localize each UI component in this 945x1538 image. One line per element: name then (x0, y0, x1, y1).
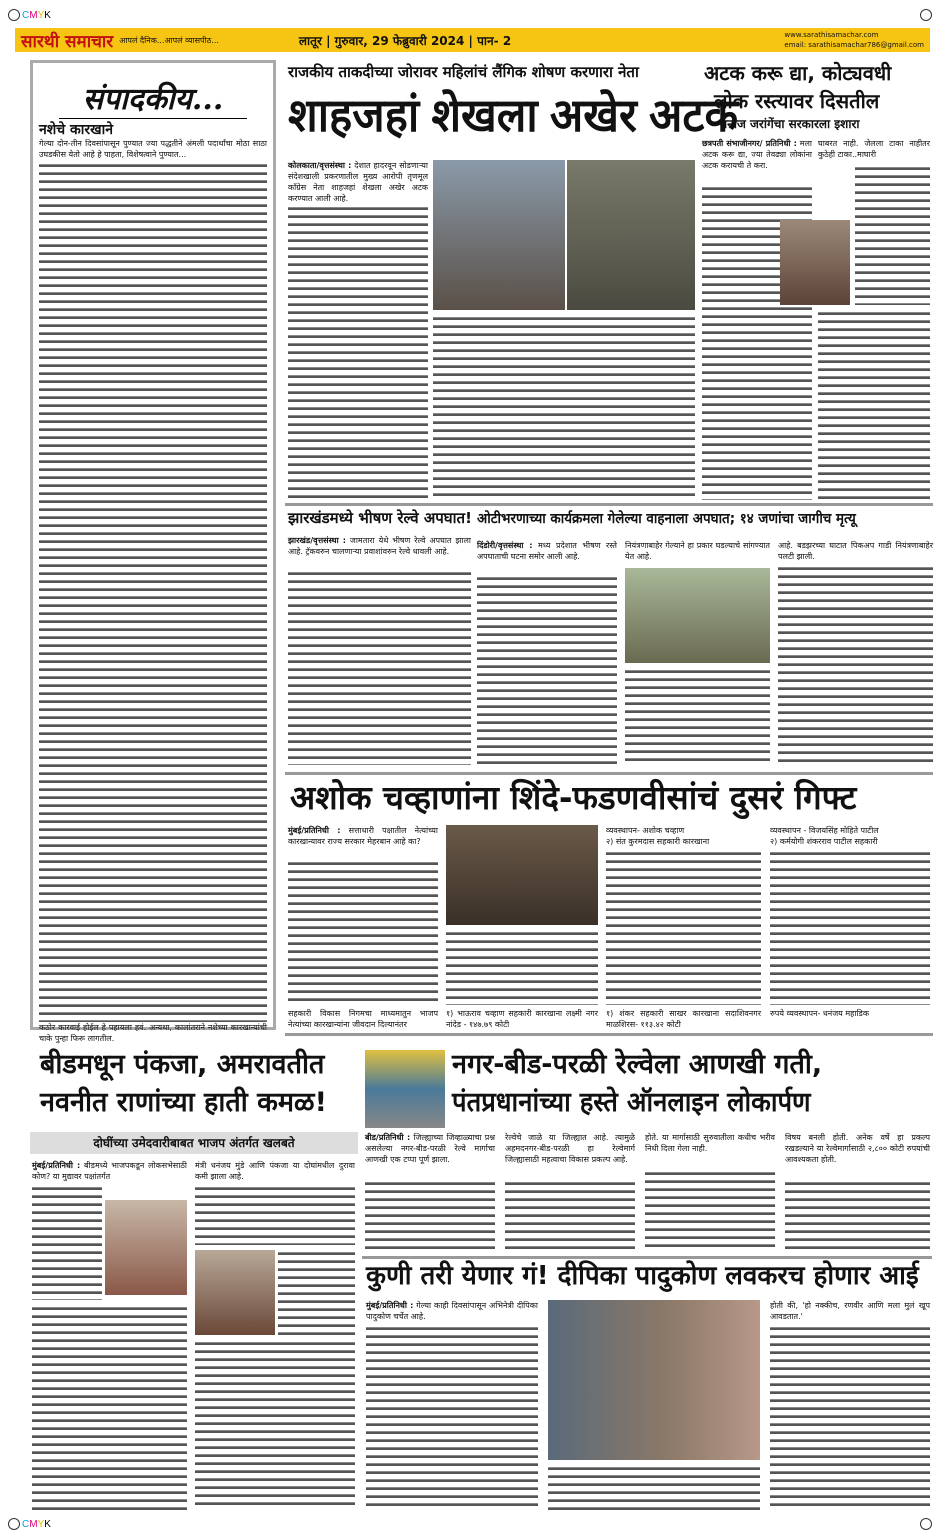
editorial-body (39, 162, 267, 1022)
story4-photo (625, 568, 770, 663)
editorial-section-title: संपादकीय... (59, 77, 247, 119)
byline: झारखंड/वृत्तसंस्था : (288, 536, 346, 545)
editorial-ending: कठोर कारवाई होईल हे पहायला हवं. अन्यथा, कालांतराने नशेच्या कारखान्यांची चाके पुन्हा फिरू लागतील. (39, 1023, 267, 1044)
story1-photo (433, 160, 565, 310)
story4-col2-start: नियंत्रणाबाहेर गेल्याने हा प्रकार घडल्याचे सांगण्यात येत आहे. (625, 541, 770, 561)
story8-lead (366, 1300, 538, 1322)
story6-headline-1: बीडमधून पंकजा, अमरावतीत (40, 1049, 325, 1080)
list-item: २) संत कुरमदास सहकारी कारखाना (606, 837, 710, 846)
story2-body-col2a (855, 165, 930, 305)
byline: दिंडोरी/वृत्तसंस्था : (477, 541, 533, 550)
registration-mark-icon (920, 9, 932, 21)
brand-logo: सारथी समाचार (21, 31, 114, 52)
byline: कोलकाता/वृत्तसंस्था : (288, 161, 352, 170)
story6-photo-pankaja (105, 1200, 187, 1295)
story8-body-col3 (770, 1325, 930, 1510)
masthead (15, 28, 930, 52)
story7-train-photo (365, 1050, 445, 1128)
story8-headline: कुणी तरी येणार गं! दीपिका पादुकोण लवकरच होणार आई (366, 1261, 919, 1291)
dateline: लातूर | गुरुवार, 29 फेब्रुवारी 2024 | पान- 2 (298, 33, 512, 48)
lead-text: मला अटक करू द्या, ज्या तेवढ्या लोकांना अटक करायची ते करा. (702, 139, 812, 170)
story6-body-a (32, 1185, 102, 1300)
story7-lead (365, 1132, 495, 1165)
list-item: २) कर्मयोगी शंकरराव पाटील सहकारी (770, 837, 878, 846)
registration-mark-icon (8, 1518, 20, 1530)
story5-list-a (606, 825, 761, 847)
cmyk-mark (22, 1519, 51, 1530)
story8-photo (548, 1300, 760, 1460)
story2-col2-start: घाबरत नाही. जेलला टाका नाहीतर कुठेही टाका..माघारी (818, 139, 930, 159)
story8-body-col2 (548, 1465, 760, 1510)
story4-col3-start: आहे. बडझरच्या घाटात पिकअप गाडी नियंत्रणाबाहेर पलटी झाली. (778, 541, 933, 561)
story5-body-col2 (446, 930, 598, 1005)
tagline: आपलं दैनिक...आपलं व्यासपीठ... (119, 35, 219, 45)
story7-headline-2: पंतप्रधानांच्या हस्ते ऑनलाइन लोकार्पण (452, 1087, 811, 1118)
story3-headline: झारखंडमध्ये भीषण रेल्वे अपघात! (288, 509, 472, 527)
story6-photo-navneet (195, 1250, 275, 1335)
cmyk-y: Y (37, 10, 45, 21)
cmyk-mark (22, 10, 51, 21)
story8-body-col1 (366, 1325, 538, 1510)
story5-photo (446, 825, 598, 925)
story2-subhead: मनोज जरांगेंचा सरकारला इशारा (720, 117, 860, 131)
lead-text: गेल्या काही दिवसांपासून अभिनेत्री दीपिका पादुकोण चर्चेत आहे. (366, 1301, 539, 1321)
story7-col2-start: रेल्वेचे जाळे या जिल्ह्यात आहे. त्यामुळे अहमदनगर-बीड-परळी हा रेल्वेमार्ग जिल्ह्यासाठी महत्वाचा विकास प्रकल्प आहे. (505, 1133, 635, 1164)
registration-mark-icon (8, 9, 20, 21)
lead-text: मध्य प्रदेशात भीषण रस्ते अपघाताची घटना समोर आली आहे. (477, 541, 617, 561)
story6-body-e (195, 1340, 355, 1510)
story5-foot: सहकारी विकास निगमचा माध्यमातुन भाजप नेत्यांच्या कारखान्यांना जीवदान दिल्यानंतर (288, 1009, 438, 1029)
lead-text: बीडमध्ये भाजपकडून लोकसभेसाठी कोण? या मुद्यावर पक्षांतर्गत (32, 1161, 188, 1181)
divider (285, 503, 933, 506)
lead-text: सत्ताधारी पक्षातील नेत्यांच्या कारखान्यावर राज्य सरकार मेहरबान आहे का? (288, 826, 438, 846)
story7-headline-1: नगर-बीड-परळी रेल्वेला आणखी गती, (452, 1049, 823, 1080)
divider (362, 1256, 932, 1259)
byline: मुंबई/प्रतिनिधी : (32, 1161, 81, 1170)
story5-list-b (770, 825, 930, 847)
byline: छत्रपती संभाजीनगर/ प्रतिनिधी : (702, 139, 797, 148)
story1-kicker: राजकीय ताकदीच्या जोरावर महिलांचं लैंगिक शोषण करणारा नेता (288, 63, 639, 81)
story5-foot: रुपये व्यवस्थापन- धनंजय महाडिक (770, 1009, 869, 1018)
story5-headline: अशोक चव्हाणांना शिंदे-फडणवीसांचं दुसरं गिफ्ट (290, 778, 857, 817)
story1-body-col2 (433, 315, 695, 500)
story7-body-col4 (785, 1180, 930, 1252)
story4-headline: ओटीभरणाच्या कार्यक्रमला गेलेल्या वाहनाला अपघात; १४ जणांचा जागीच मृत्यू (477, 511, 856, 527)
story2-lead (702, 138, 812, 171)
story8-col3-start: होती की, 'हो नक्कीच, रणवीर आणि मला मुलं खूप आवडतात.' (770, 1301, 930, 1321)
lead-text: जिल्ह्याच्या जिव्हाळ्याचा प्रश्न असलेल्या नगर-बीड-परळी रेल्वे मार्गाचा आणखी एक टप्पा पूर्ण झाला. (365, 1133, 495, 1164)
story6-body-b (32, 1305, 187, 1510)
story4-lead (477, 540, 617, 562)
story3-body (288, 570, 471, 765)
cmyk-c: C (22, 10, 30, 21)
story5-body-col1 (288, 860, 438, 1005)
byline: मुंबई/प्रतिनिधी : (288, 826, 341, 835)
story5-foot: १) शंकर सहकारी साखर कारखाना सदाशिवनगर माळशिरस- ११३.४२ कोटी (606, 1009, 761, 1029)
editorial-lead: गेल्या दोन-तीन दिवसांपासून पुण्यात ज्या पद्धतीने अंमली पदार्थांचा मोठा साठा उघडकीस येतो आहे हे पाहता, विशेषत्वाने पुण्यात... (39, 139, 267, 160)
story5-body-col3 (606, 850, 761, 1005)
list-item: व्यवस्थापन- अशोक चव्हाण (606, 826, 685, 835)
email-link[interactable]: email: sarathisamachar786@gmail.com (784, 41, 924, 49)
story2-headline-2: लोक रस्त्यावर दिसतील (714, 89, 880, 113)
story1-headline: शाहजहां शेखला अखेर अटक (288, 89, 739, 141)
story6-body-c (195, 1185, 355, 1245)
byline: मुंबई/प्रतिनिधी : (366, 1301, 414, 1310)
contact-info (784, 30, 924, 50)
lead-text: जामतारा येथे भीषण रेल्वे अपघात झाला आहे. ट्रॅकवरुन चालणाऱ्या प्रवाशांवरुन रेल्वे धावली आहे. (288, 536, 471, 556)
story4-body-col1 (477, 575, 617, 765)
story4-body-col3 (778, 565, 933, 765)
cmyk-k: K (44, 10, 51, 21)
byline: बीड/प्रतिनिधी : (365, 1133, 411, 1142)
cmyk-m: M (29, 10, 38, 21)
story6-col2-start: मंत्री धनंजय मुंडे आणि पंकजा या दोघांमधील दुरावा कमी झाला आहे. (195, 1161, 355, 1181)
story2-headline-1: अटक करू द्या, कोट्यवधी (704, 61, 892, 85)
story1-body-col1 (288, 205, 428, 500)
lead-text: देशात हादरवून सोडणाऱ्या संदेशखाली प्रकरणातील मुख्य आरोपी तृणमूल काँग्रेस नेता शाहजहां शेखला अखेर अटक करण्यात आली आहे. (288, 161, 428, 203)
story6-lead (32, 1160, 187, 1182)
story7-body-col2 (505, 1180, 635, 1252)
story5-body-col4 (770, 850, 930, 1005)
cmyk-y: Y (37, 1519, 45, 1530)
cmyk-k: K (44, 1519, 51, 1530)
story7-col4-start: विषय बनली होती. अनेक वर्षे हा प्रकल्प रखडल्याने या रेल्वेमार्गासाठी २,८०० कोटी रुपयांची आवश्यकता होती. (785, 1133, 930, 1164)
editorial-title: नशेचे कारखाने (39, 122, 114, 138)
website-link[interactable]: www.sarathisamachar.com (784, 31, 879, 39)
story7-body-col1 (365, 1180, 495, 1252)
story4-body-col2 (625, 668, 770, 765)
cmyk-m: M (29, 1519, 38, 1530)
story6-headline-2: नवनीत राणांच्या हाती कमळ! (40, 1087, 327, 1118)
story5-lead (288, 825, 438, 847)
story5-foot: १) भाऊराव चव्हाण सहकारी कारखाना लक्ष्मी नगर नांदेड - १४७.७९ कोटी (446, 1009, 598, 1029)
story3-lead (288, 535, 471, 557)
list-item: व्यवस्थापन - विजयसिंह मोहिते पाटील (770, 826, 879, 835)
registration-mark-icon (920, 1518, 932, 1530)
story2-body-col2b (818, 310, 930, 500)
story6-body-d (278, 1250, 355, 1335)
story7-body-col3 (645, 1170, 775, 1252)
editorial-box (30, 60, 276, 1044)
story6-subhead: दोघींच्या उमेदवारीबाबत भाजप अंतर्गत खलबते (30, 1132, 358, 1154)
divider (285, 1033, 933, 1036)
story1-photo-2 (567, 160, 695, 310)
story2-photo (780, 220, 850, 305)
story1-lead (288, 160, 428, 204)
cmyk-c: C (22, 1519, 30, 1530)
divider (285, 772, 933, 775)
story7-col3-start: होते. या मार्गासाठी सुरुवातीला कधीच भरीव निधी दिला गेला नाही. (645, 1133, 775, 1153)
